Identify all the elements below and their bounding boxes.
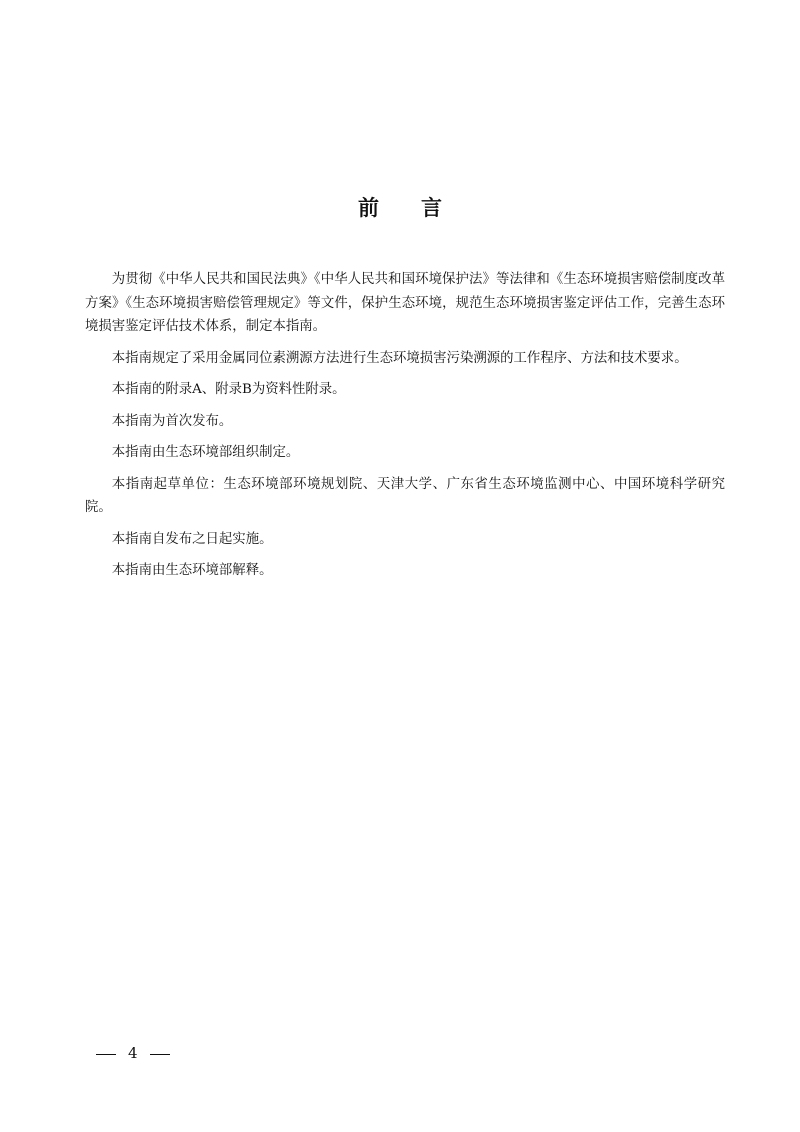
page-title: 前言 xyxy=(358,196,484,220)
page-number-dash-right xyxy=(150,1054,170,1055)
paragraph-interpretation: 本指南由生态环境部解释。 xyxy=(111,563,273,578)
foreword-body xyxy=(85,268,725,591)
paragraph-scope: 本指南规定了采用金属同位素溯源方法进行生态环境损害污染溯源的工作程序、方法和技术要求。 xyxy=(111,350,688,366)
paragraph-drafting-units: 本指南起草单位：生态环境部环境规划院、天津大学、广东省生态环境监测中心、中国环境科学研究院。 xyxy=(85,476,725,515)
paragraph-purpose: 为贯彻《中华人民共和国民法典》《中华人民共和国环境保护法》等法律和《生态环境损害赔偿制度改革方案》《生态环境损害赔偿管理规定》等文件，保护生态环境，规范生态环境损害鉴定评估工作，完善生态环境损害鉴定评估技术体系，制定本指南。 xyxy=(85,272,725,334)
paragraph-effective-date: 本指南自发布之日起实施。 xyxy=(111,531,273,547)
page-number-dash-left xyxy=(96,1054,116,1055)
paragraph-first-release: 本指南为首次发布。 xyxy=(111,413,233,429)
paragraph-organizer: 本指南由生态环境部组织制定。 xyxy=(111,445,300,460)
page-footer xyxy=(96,1043,170,1063)
paragraph-appendix: 本指南的附录A、附录B为资料性附录。 xyxy=(111,382,346,397)
page-number: 4 xyxy=(128,1044,138,1062)
